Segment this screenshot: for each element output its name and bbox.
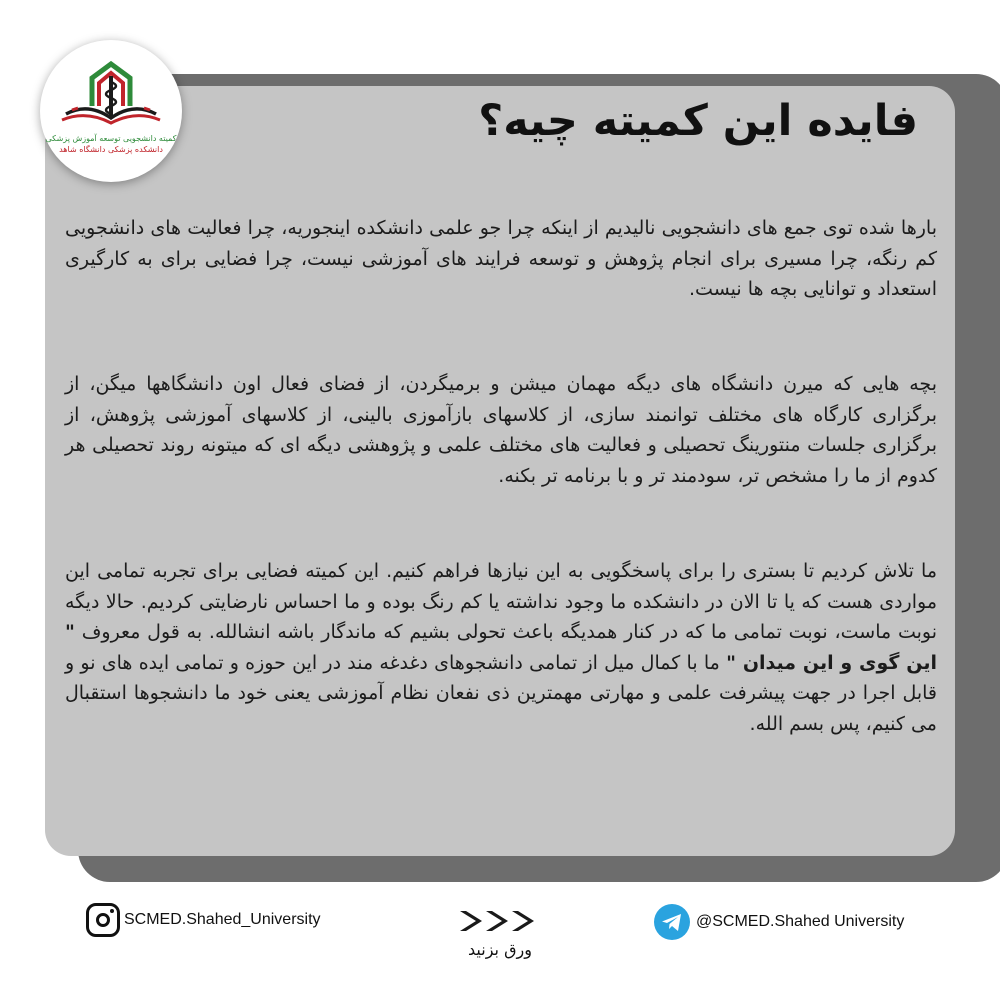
telegram-plane-icon (654, 904, 690, 940)
instagram-handle: SCMED.Shahed_University (124, 911, 321, 928)
paragraph-2: بچه هایی که میرن دانشگاه های دیگه مهمان میشن و برمیگردن، از فضای فعال اون دانشگاهها میگن، از برگزاری کارگاه های مختلف توانمند سازی، از کلاسهای بازآموزی بالینی، از کلاسهای آموزشی پژوهش، از برگزاری جلسات منتورینگ تحصیلی و فعالیت های مختلف علمی و پژوهشی دیگه ای که میتونه روند تحصیلی هر کدوم از ما را مشخص تر، سودمند تر و با برنامه تر بکنه. (65, 373, 937, 487)
logo-emblem (58, 52, 164, 134)
logo (40, 40, 182, 182)
paragraph-3 (65, 556, 937, 739)
instagram-link[interactable] (86, 898, 321, 942)
paragraph-3-part1: ما تلاش کردیم تا بستری را برای پاسخگویی به این نیازها فراهم کنیم. این کمیته فضایی برای تجربه تمامی این مواردی هست که یا تا الان در دانشکده ما وجود نداشته یا کم رنگ بوده و ما احساس نارضایتی کردیم. حالا دیگه نوبت ماست، نوبت تمامی ما که در کنار همدیگه باعث تحولی بشیم که ماندگار باشه انشالله. به قول معروف (65, 560, 937, 643)
logo-text-line2: دانشکده پزشکی دانشگاه شاهد (59, 145, 163, 154)
telegram-icon (654, 904, 690, 940)
paragraph-1: بارها شده توی جمع های دانشجویی نالیدیم از اینکه چرا جو علمی دانشکده اینجوریه، چرا فعالیت های دانشجویی کم رنگه، چرا مسیری برای انجام پژوهش و توسعه فرایند های آموزشی نیست، چرا فضایی برای به کارگیری استعداد و توانایی بچه ها نیست. (65, 217, 937, 300)
instagram-lens (96, 913, 110, 927)
logo-text-line1: کمیته دانشجویی توسعه آموزش پزشکی (45, 134, 177, 143)
paragraph-3-quote: " این گوی و این میدان " (65, 621, 937, 674)
triple-chevron-right-icon[interactable] (456, 907, 540, 935)
instagram-icon (86, 903, 120, 937)
paragraph-3-part2: ما با کمال میل از تمامی دانشجوهای دغدغه مند در این حوزه و تمامی ایده های نو و قابل اجرا در جهت پیشرفت علمی و مهارتی مهمترین ذی نفعان نظام آموزشی یعنی خود ما دانشجوها استقبال می کنیم، پس بسم الله. (65, 651, 937, 735)
swipe-label: ورق بزنید (468, 940, 532, 959)
instagram-dot (110, 909, 114, 913)
telegram-link[interactable] (654, 902, 904, 942)
page-title: فایده این کمیته چیه؟ (478, 96, 918, 146)
telegram-handle: @SCMED.Shahed University (696, 913, 905, 930)
